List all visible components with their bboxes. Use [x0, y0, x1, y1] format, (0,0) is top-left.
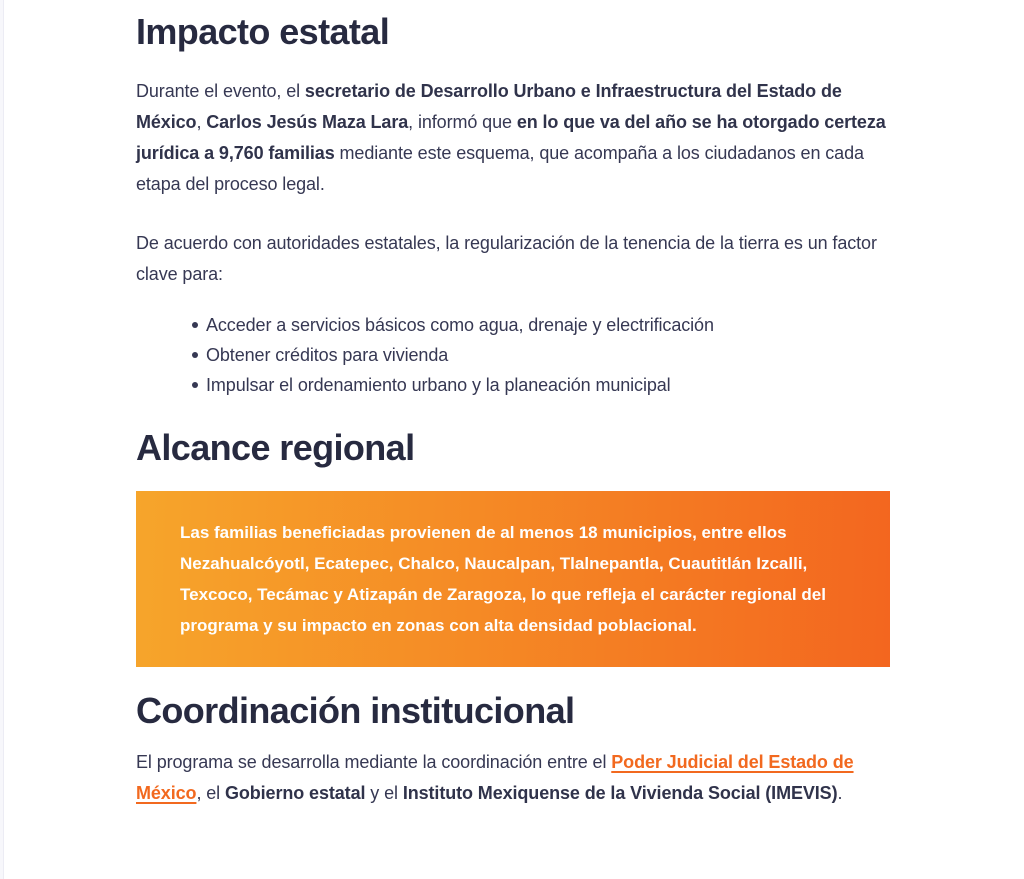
section-heading-impacto-estatal: Impacto estatal [136, 11, 390, 52]
text-span: , informó que [408, 112, 517, 132]
benefits-list [136, 310, 888, 400]
text-span: Durante el evento, el [136, 81, 305, 101]
text-span: en lo que va del año se ha otorgado certeza jurídica a 9,760 familias [136, 112, 886, 163]
text-span: Instituto Mexiquense de la Vivienda Social (IMEVIS) [402, 783, 838, 803]
paragraph-impacto-2: De acuerdo con autoridades estatales, la regularización de la tenencia de la tierra es un factor clave para: [136, 233, 877, 284]
text-span: , [196, 112, 207, 132]
article-content [136, 0, 888, 809]
text-span: El programa se desarrolla mediante la coordinación entre el [136, 752, 612, 772]
paragraph-impacto-1 [136, 76, 888, 200]
page-left-edge [0, 0, 4, 879]
callout-text: Las familias beneficiadas provienen de al menos 18 municipios, entre ellos Nezahualcóyotl, Ecatepec, Chalco, Naucalpan, Tlalnepantla, Cuautitlán Izcalli, Texcoco, Tecámac y Atizapán de Zaragoza, lo que refleja el carácter regional del programa y su impacto en zonas con alta densidad poblacional. [180, 523, 826, 635]
highlight-callout [136, 491, 890, 667]
text-span: , el [196, 783, 225, 803]
text-span: . [837, 783, 843, 803]
list-item-ordenamiento: Impulsar el ordenamiento urbano y la planeación municipal [206, 370, 888, 400]
section-heading-coordinacion-institucional: Coordinación institucional [136, 690, 575, 731]
text-span: y el [365, 783, 403, 803]
text-span: mediante este esquema, que acompaña a los ciudadanos en cada etapa del proceso legal. [136, 143, 864, 194]
list-item-servicios: Acceder a servicios básicos como agua, drenaje y electrificación [206, 310, 888, 340]
text-span: secretario de Desarrollo Urbano e Infraestructura del Estado de México [136, 81, 842, 132]
text-span: Gobierno estatal [224, 783, 366, 803]
list-item-creditos: Obtener créditos para vivienda [206, 340, 888, 370]
text-span: Carlos Jesús Maza Lara [206, 112, 409, 132]
section-heading-alcance-regional: Alcance regional [136, 427, 415, 468]
text-link[interactable]: Poder Judicial del Estado de México [136, 752, 854, 803]
paragraph-coordinacion [136, 747, 888, 809]
